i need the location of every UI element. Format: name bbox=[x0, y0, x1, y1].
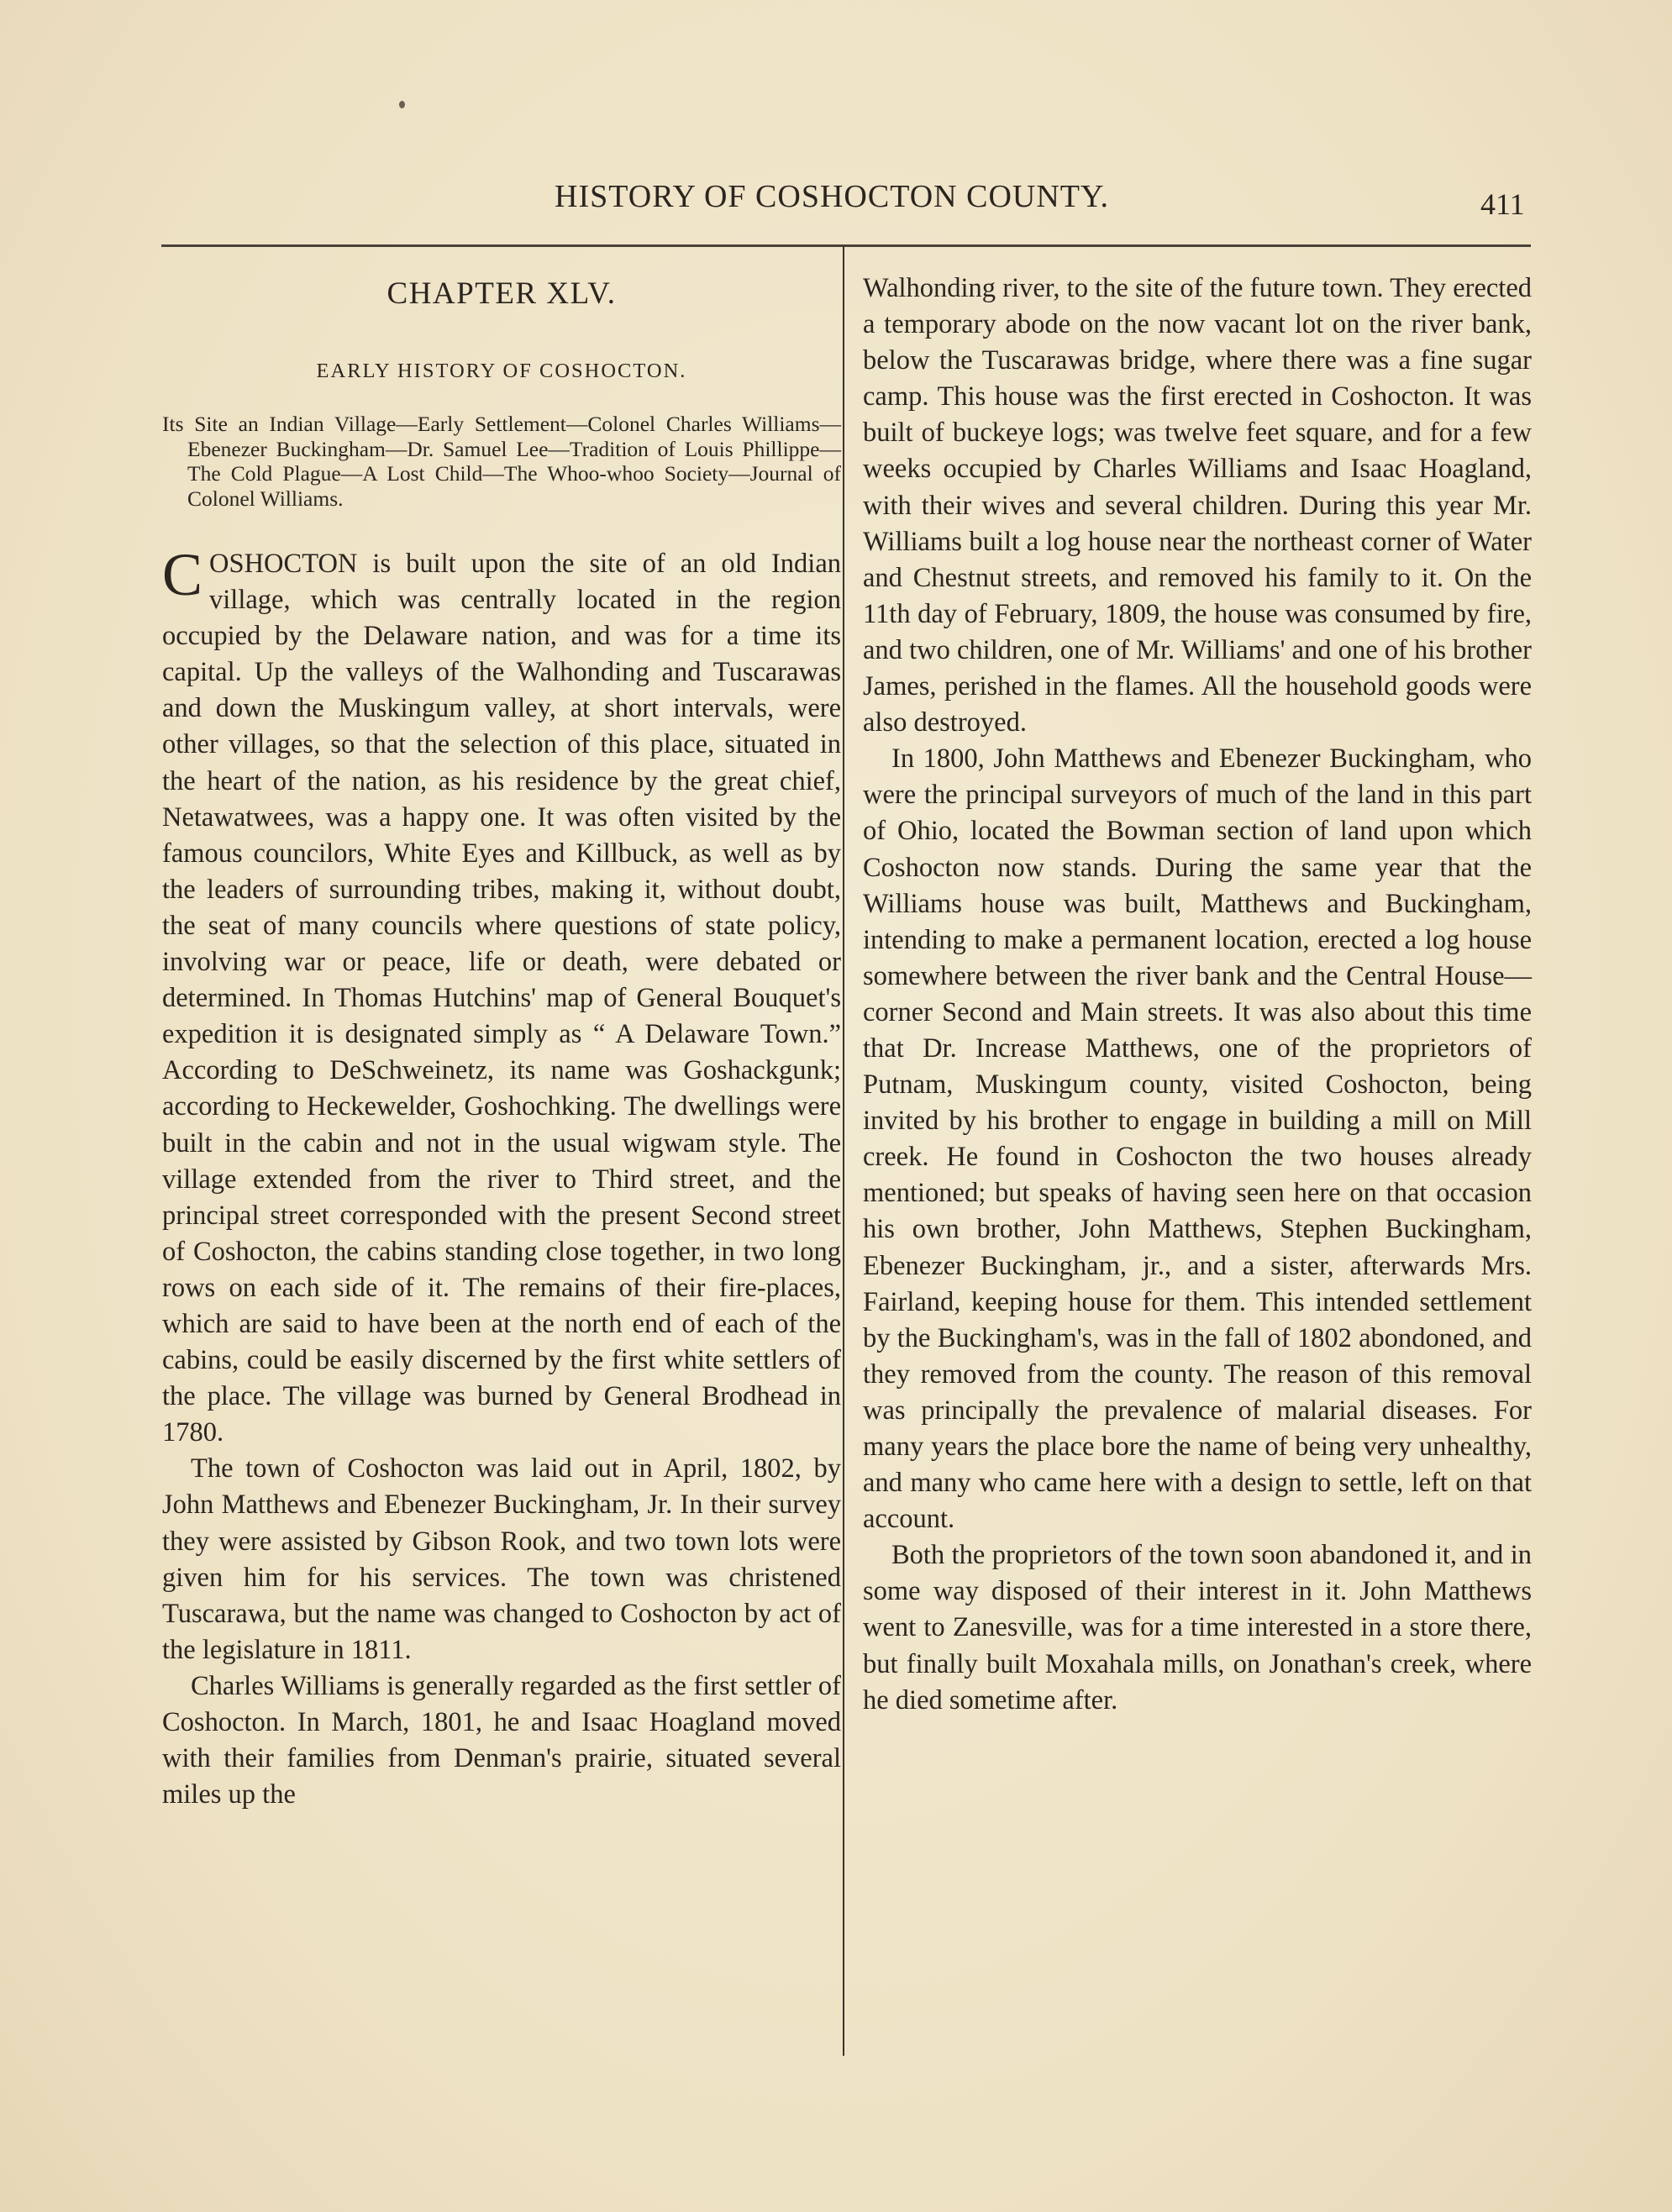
drop-cap: C bbox=[162, 541, 203, 608]
paragraph bbox=[162, 541, 841, 1451]
running-head: HISTORY OF COSHOCTON COUNTY. bbox=[555, 179, 1110, 214]
left-column bbox=[162, 541, 841, 1813]
paragraph: The town of Coshocton was laid out in April, 1802, by John Matthews and Ebenezer Buckingham, Jr. In their survey they were assisted by Gibson Rook, and two town lots were given him for his services. The town was christened Tuscarawa, but the name was changed to Coshocton by act of the legislature in 1811. bbox=[162, 1453, 841, 1665]
header-rule bbox=[161, 244, 1531, 247]
chapter-title: CHAPTER XLV. bbox=[386, 276, 617, 311]
paragraph: In 1800, John Matthews and Ebenezer Buckingham, who were the principal surveyors of much of the land in this part of Ohio, located the Bowman section of land upon which Coshocton now stands. During the same year that the Williams house was built, Matthews and Buckingham, intending to make a permanent location, erected a log house somewhere between the river bank and the Central House—corner Second and Main streets. It was also about this time that Dr. Increase Matthews, one of the proprietors of Putnam, Muskingum county, visited Coshocton, being invited by his brother to engage in building a mill on Mill creek. He found in Coshocton the two houses already mentioned; but speaks of having seen here on that occasion his own brother, John Matthews, Stephen Buckingham, Ebenezer Buckingham, jr., and a sister, afterwards Mrs. Fairland, keeping house for them. This intended settlement by the Buckingham's, was in the fall of 1802 abondoned, and they removed from the county. The reason of this removal was principally the prevalence of malarial diseases. For many years the place bore the name of being very unhealthy, and many who came here with a design to settle, left on that account. bbox=[863, 743, 1532, 1535]
paragraph: Walhonding river, to the site of the future town. They erected a temporary abode on the now vacant lot on the river bank, below the Tuscarawas bridge, where there was a fine sugar camp. This house was the first erected in Coshocton. It was built of buckeye logs; was twelve feet square, and for a few weeks occupied by Charles Williams and Isaac Hoagland, with their wives and several children. During this year Mr. Williams built a log house near the northeast corner of Water and Chestnut streets, and removed his family to it. On the 11th day of February, 1809, the house was consumed by fire, and two children, one of Mr. Williams' and one of his brother James, perished in the flames. All the household goods were also destroyed. bbox=[863, 273, 1532, 738]
paragraph-text: OSHOCTON is built upon the site of an old Indian village, which was centrally located in the region occupied by the Delaware nation, and was for a time its capital. Up the valleys of the Walhonding and Tuscarawas and down the Muskingum valley, at short intervals, were other villages, so that the selection of this place, situated in the heart of the nation, as his residence by the great chief, Netawatwees, was a happy one. It was often visited by the famous councilors, White Eyes and Killbuck, as well as by the leaders of surrounding tribes, making it, without doubt, the seat of many councils where questions of state policy, involving war or peace, life or death, were debated or determined. In Thomas Hutchins' map of General Bouquet's expedition it is designated simply as “ A Delaware Town.” According to DeSchweinetz, its name was Goshackgunk; according to Heckewelder, Goshochking. The dwellings were built in the cabin and not in the usual wigwam style. The village extended from the river to Third street, and the principal street corresponded with the present Second street of Coshocton, the cabins standing close together, in two long rows on each side of it. The remains of their fire-places, which are said to have been at the north end of each of the cabins, could be easily discerned by the first white settlers of the place. The village was burned by General Brodhead in 1780. bbox=[162, 549, 841, 1448]
synopsis-text: Its Site an Indian Village—Early Settlement—Colonel Charles Williams—Ebenezer Buckingham—Dr. Samuel Lee—Tradition of Louis Phillippe—The Cold Plague—A Lost Child—The Whoo-whoo Society—Journal of Colonel Williams. bbox=[162, 412, 841, 511]
column-divider bbox=[843, 246, 844, 2056]
ink-spot bbox=[399, 101, 405, 108]
chapter-subtitle: EARLY HISTORY OF COSHOCTON. bbox=[316, 360, 687, 382]
right-column bbox=[863, 271, 1532, 1719]
page-number: 411 bbox=[1480, 187, 1525, 221]
paragraph: Both the proprietors of the town soon abandoned it, and in some way disposed of their interest in it. John Matthews went to Zanesville, was for a time interested in a store there, but finally built Moxahala mills, on Jonathan's creek, where he died sometime after. bbox=[863, 1540, 1532, 1715]
paragraph: Charles Williams is generally regarded as the first settler of Coshocton. In March, 1801, he and Isaac Hoagland moved with their families from Denman's prairie, situated several miles up the bbox=[162, 1670, 841, 1810]
chapter-synopsis bbox=[162, 412, 841, 511]
